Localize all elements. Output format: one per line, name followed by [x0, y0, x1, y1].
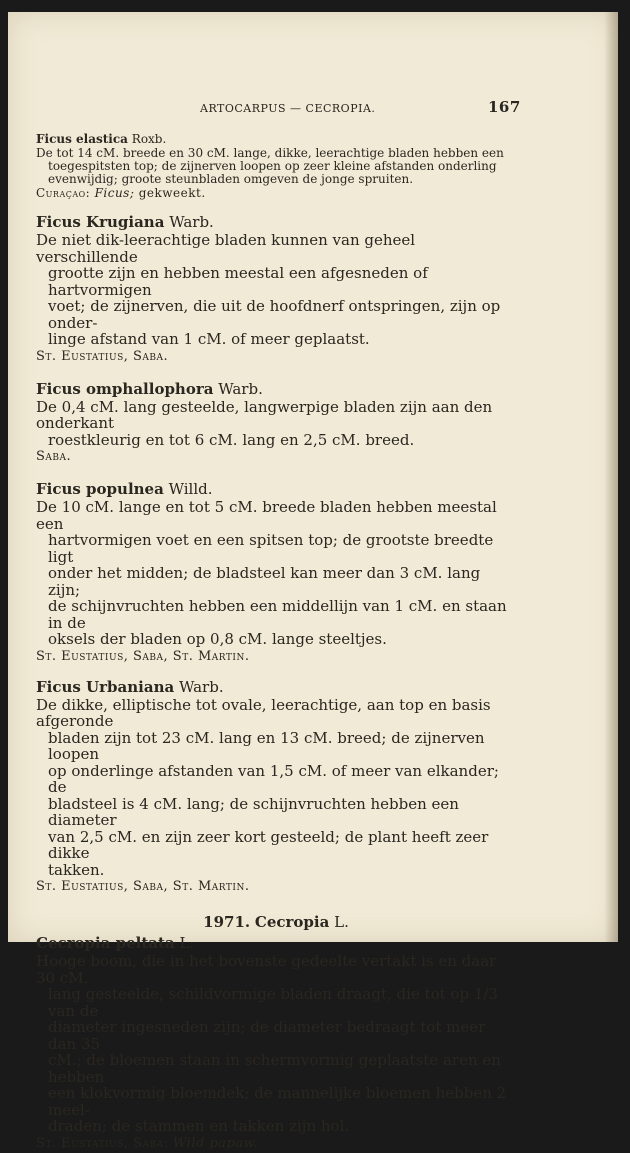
species-description: [36, 232, 516, 348]
description-line: toegespitsten top; de zijnerven loopen op zeer kleine afstanden onderling: [48, 159, 497, 173]
species-description: [36, 399, 516, 449]
description-line: De 0,4 cM. lang gesteelde, langwerpige bladen zijn aan den onderkant: [36, 397, 493, 432]
species-description: [36, 953, 516, 1135]
species-title: [36, 678, 516, 697]
locality-text: St. Eustatius, Saba:: [36, 1135, 169, 1151]
description-line: diameter ingesneden zijn; de diameter bedraagt tot meer dan 35: [48, 1018, 486, 1053]
description-line: de schijnvruchten hebben een middellijn van 1 cM. en staan in de: [48, 597, 507, 632]
species-locality: St. Eustatius, Saba, St. Martin.: [36, 879, 250, 894]
species-description: [36, 147, 516, 186]
species-entry: [36, 480, 516, 666]
description-line: roestkleurig en tot 6 cM. lang en 2,5 cM. breed.: [48, 430, 415, 449]
species-description: [36, 499, 516, 648]
species-title: [36, 132, 516, 147]
species-author: Roxb.: [131, 132, 167, 146]
page-number: 167: [488, 98, 521, 116]
species-entry: [36, 678, 516, 897]
species-author: Warb.: [169, 213, 214, 231]
page-gutter-shadow: [604, 12, 618, 942]
species-title: [36, 934, 516, 953]
species-locality: St. Eustatius, Saba, St. Martin.: [36, 648, 250, 664]
description-line: Hooge boom, die in het bovenste gedeelte vertakt is en daar 30 cM.: [36, 952, 497, 987]
species-entry: [36, 213, 516, 366]
species-name: Ficus omphallophora: [36, 379, 214, 398]
genus-heading: [36, 912, 516, 932]
species-locality: St. Eustatius, Saba.: [36, 348, 169, 364]
species-name: Cecropia peltata: [36, 934, 175, 952]
locality-note: Ficus;: [94, 186, 135, 200]
page-header: [8, 98, 618, 118]
locality-extra: gekweekt.: [138, 186, 206, 200]
locality-text: Curaçao:: [36, 186, 91, 200]
genus-name: Cecropia: [254, 913, 330, 931]
description-line: De tot 14 cM. breede en 30 cM. lange, dikke, leerachtige bladen hebben een: [36, 146, 504, 160]
species-title: [36, 380, 516, 399]
species-author: Warb.: [218, 379, 263, 398]
description-line: De 10 cM. lange en tot 5 cM. breede bladen hebben meestal een: [36, 498, 497, 533]
species-description: [36, 697, 516, 879]
description-line: grootte zijn en hebben meestal een afgesneden of hartvormigen: [48, 264, 428, 299]
species-name: Ficus elastica: [36, 132, 128, 146]
species-name: Ficus populnea: [36, 480, 164, 498]
description-line: linge afstand van 1 cM. of meer geplaatst.: [48, 330, 370, 348]
species-name: Ficus Urbaniana: [36, 677, 175, 696]
description-line: voet; de zijnerven, die uit de hoofdnerf ontspringen, zijn op onder-: [48, 297, 501, 332]
species-locality: [36, 186, 516, 201]
species-author: Willd.: [168, 480, 213, 498]
species-title: [36, 213, 516, 232]
description-line: takken.: [48, 860, 105, 879]
running-title: ARTOCARPUS — CECROPIA.: [200, 102, 376, 115]
species-entry: [36, 132, 516, 201]
description-line: op onderlinge afstanden van 1,5 cM. of meer van elkander; de: [48, 761, 499, 796]
description-line: lang gesteelde, schildvormige bladen draagt, die tot op 1/3 van de: [48, 985, 498, 1020]
description-line: bladen zijn tot 23 cM. lang en 13 cM. breed; de zijnerven loopen: [48, 728, 485, 763]
description-line: van 2,5 cM. en zijn zeer kort gesteeld; de plant heeft zeer dikke: [48, 827, 489, 862]
description-line: evenwijdig; groote steunbladen omgeven de jonge spruiten.: [48, 172, 414, 186]
description-line: oksels der bladen op 0,8 cM. lange steeltjes.: [48, 630, 387, 648]
book-page: [8, 12, 618, 1151]
species-author: Warb.: [178, 677, 224, 696]
description-line: onder het midden; de bladsteel kan meer dan 3 cM. lang zijn;: [48, 564, 481, 599]
species-entry: [36, 380, 516, 467]
description-line: De niet dik-leerachtige bladen kunnen van geheel verschillende: [36, 231, 416, 266]
description-line: een klokvormig bloemdek; de mannelijke bloemen hebben 2 meel-: [48, 1084, 507, 1119]
page-content: [36, 132, 516, 1153]
description-line: hartvormigen voet en een spitsen top; de grootste breedte ligt: [48, 531, 494, 566]
description-line: cM.; de bloemen staan in schermvormig geplaatste aren en hebben: [48, 1051, 501, 1086]
species-title: [36, 480, 516, 499]
locality-note: Wild papaw.: [173, 1135, 259, 1151]
description-line: De dikke, elliptische tot ovale, leerachtige, aan top en basis afgeronde: [36, 695, 491, 730]
description-line: bladsteel is 4 cM. lang; de schijnvruchten hebben een diameter: [48, 794, 459, 829]
species-locality: [36, 1135, 516, 1153]
species-author: L.: [179, 934, 195, 952]
genus-author: L.: [334, 913, 349, 931]
species-locality: Saba.: [36, 449, 72, 464]
species-entry: [36, 934, 516, 1153]
genus-number: 1971.: [203, 913, 251, 931]
species-name: Ficus Krugiana: [36, 213, 165, 231]
description-line: draden; de stammen en takken zijn hol.: [48, 1117, 350, 1135]
